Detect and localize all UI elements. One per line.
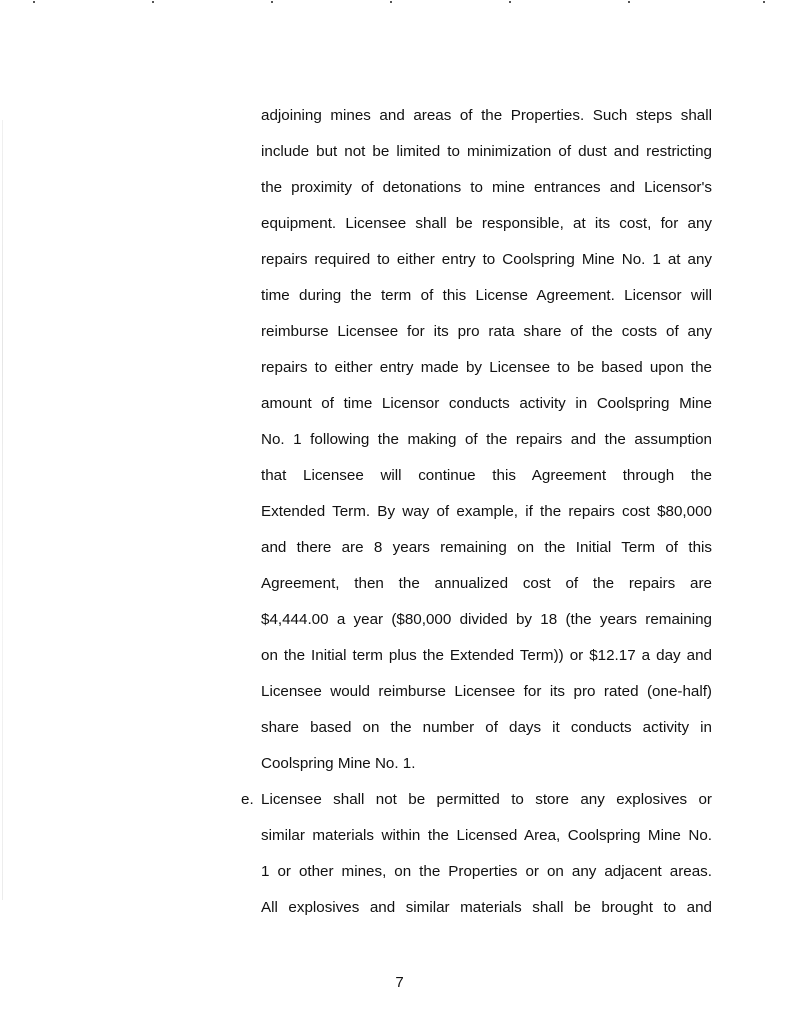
scan-dot [152,1,154,3]
text-line: equipment. Licensee shall be responsible, at its cost, for any [261,215,712,232]
page-number: 7 [395,974,404,991]
paragraph-continuation [261,98,712,782]
text-line: Licensee shall not be permitted to store any explosives or [261,791,712,808]
text-line: that Licensee will continue this Agreement through the [261,467,712,484]
scan-dot [628,1,630,3]
text-line: $4,444.00 a year ($80,000 divided by 18 (the years remaining [261,611,712,628]
text-line: reimburse Licensee for its pro rata share of the costs of any [261,323,712,340]
text-line: No. 1 following the making of the repairs and the assumption [261,431,712,448]
text-line: 1 or other mines, on the Properties or on any adjacent areas. [261,863,712,880]
scan-dot [390,1,392,3]
text-line: repairs to either entry made by Licensee to be based upon the [261,359,712,376]
text-line: repairs required to either entry to Coolspring Mine No. 1 at any [261,251,712,268]
text-line: the proximity of detonations to mine entrances and Licensor's [261,179,712,196]
text-line: on the Initial term plus the Extended Term)) or $12.17 a day and [261,647,712,664]
text-line: share based on the number of days it conducts activity in [261,719,712,736]
text-line: adjoining mines and areas of the Properties. Such steps shall [261,107,712,124]
list-marker: e. [241,791,254,808]
scan-dot [509,1,511,3]
text-line: Extended Term. By way of example, if the repairs cost $80,000 [261,503,712,520]
scan-dot [763,1,765,3]
scan-left-edge [2,120,3,900]
scan-dot [271,1,273,3]
text-line: amount of time Licensor conducts activity in Coolspring Mine [261,395,712,412]
text-line: Coolspring Mine No. 1. [261,755,416,772]
list-item-text [261,782,712,926]
text-line: and there are 8 years remaining on the Initial Term of this [261,539,712,556]
text-line: Agreement, then the annualized cost of the repairs are [261,575,712,592]
scan-artifact-dots [0,0,799,6]
text-line: Licensee would reimburse Licensee for its pro rated (one-half) [261,683,712,700]
text-line: similar materials within the Licensed Area, Coolspring Mine No. [261,827,712,844]
scan-dot [33,1,35,3]
text-line: All explosives and similar materials shall be brought to and [261,899,712,916]
text-line: include but not be limited to minimization of dust and restricting [261,143,712,160]
text-line: time during the term of this License Agreement. Licensor will [261,287,712,304]
